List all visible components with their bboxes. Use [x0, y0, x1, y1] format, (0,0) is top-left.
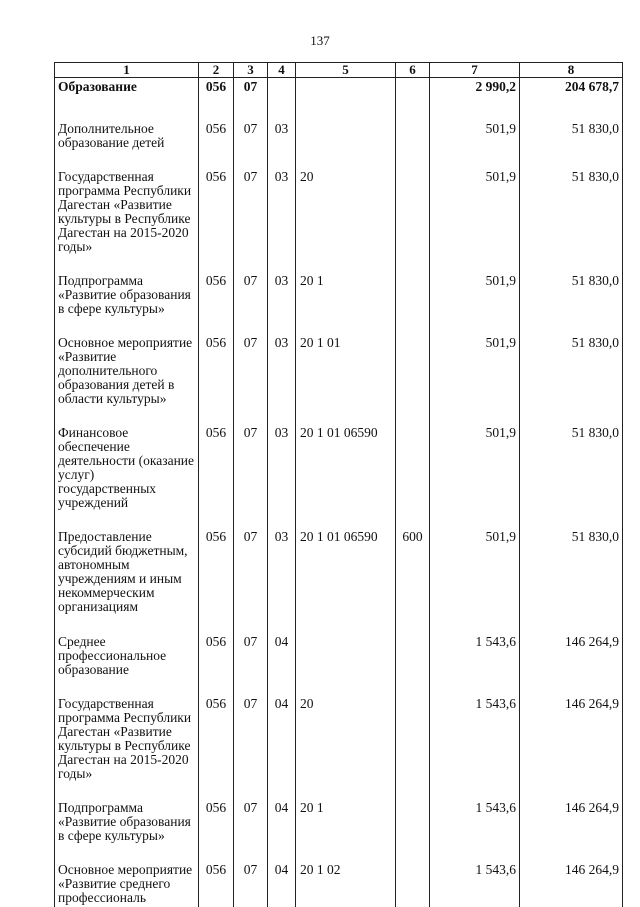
- row-amount-1: 1 543,6: [430, 629, 520, 691]
- row-subsection: 03: [268, 420, 296, 524]
- row-name: Государственная программа Республики Дагестан «Развитие культуры в Республике Дагестан на 2015-2020 годы»: [55, 691, 199, 795]
- row-amount-2: 146 264,9: [520, 691, 623, 795]
- row-name: Подпрограмма «Развитие образования в сфере культуры»: [55, 795, 199, 857]
- row-expense-type: [396, 420, 430, 524]
- row-section: 07: [234, 78, 268, 116]
- header-col-4: 4: [268, 63, 296, 78]
- row-amount-2: 51 830,0: [520, 330, 623, 420]
- page-number: 137: [310, 33, 330, 48]
- row-target-article: 20 1: [296, 795, 396, 857]
- row-subsection: 03: [268, 268, 296, 330]
- row-amount-1: 501,9: [430, 164, 520, 268]
- table-row: [55, 795, 623, 857]
- row-name: Среднее профессиональное образование: [55, 629, 199, 691]
- row-expense-type: [396, 857, 430, 907]
- row-name: Дополнительное образование детей: [55, 116, 199, 164]
- row-name: Основное мероприятие «Развитие среднего профессиональ: [55, 857, 199, 907]
- row-name: Предоставление субсидий бюджетным, автономным учреждениям и иным некоммерческим организациям: [55, 524, 199, 629]
- row-section: 07: [234, 629, 268, 691]
- row-amount-2: 146 264,9: [520, 795, 623, 857]
- row-admin-code: 056: [199, 268, 234, 330]
- row-amount-1: 501,9: [430, 116, 520, 164]
- row-amount-1: 501,9: [430, 524, 520, 629]
- row-subsection: 03: [268, 164, 296, 268]
- row-name: Государственная программа Республики Дагестан «Развитие культуры в Республике Дагестан на 2015-2020 годы»: [55, 164, 199, 268]
- row-amount-1: 501,9: [430, 420, 520, 524]
- table-row: [55, 629, 623, 691]
- header-col-6: 6: [396, 63, 430, 78]
- row-admin-code: 056: [199, 857, 234, 907]
- row-admin-code: 056: [199, 164, 234, 268]
- row-expense-type: [396, 78, 430, 116]
- row-amount-1: 1 543,6: [430, 795, 520, 857]
- row-expense-type: [396, 116, 430, 164]
- header-col-8: 8: [520, 63, 623, 78]
- row-target-article: [296, 78, 396, 116]
- table-row: [55, 164, 623, 268]
- header-row: [55, 63, 623, 78]
- row-target-article: 20 1: [296, 268, 396, 330]
- row-amount-1: 501,9: [430, 268, 520, 330]
- row-amount-2: 51 830,0: [520, 268, 623, 330]
- row-subsection: 04: [268, 795, 296, 857]
- row-name: Финансовое обеспечение деятельности (оказание услуг) государственных учреждений: [55, 420, 199, 524]
- row-section: 07: [234, 164, 268, 268]
- row-admin-code: 056: [199, 330, 234, 420]
- row-amount-1: 2 990,2: [430, 78, 520, 116]
- row-expense-type: [396, 795, 430, 857]
- row-amount-2: 146 264,9: [520, 629, 623, 691]
- row-amount-2: 204 678,7: [520, 78, 623, 116]
- row-expense-type: [396, 330, 430, 420]
- table-row: [55, 420, 623, 524]
- row-amount-2: 51 830,0: [520, 524, 623, 629]
- row-target-article: 20 1 01 06590: [296, 420, 396, 524]
- row-expense-type: [396, 268, 430, 330]
- row-section: 07: [234, 420, 268, 524]
- row-amount-1: 501,9: [430, 330, 520, 420]
- row-section: 07: [234, 691, 268, 795]
- row-amount-2: 146 264,9: [520, 857, 623, 907]
- row-section: 07: [234, 795, 268, 857]
- row-amount-1: 1 543,6: [430, 857, 520, 907]
- row-expense-type: [396, 164, 430, 268]
- table-row: [55, 524, 623, 629]
- row-admin-code: 056: [199, 420, 234, 524]
- row-admin-code: 056: [199, 116, 234, 164]
- row-admin-code: 056: [199, 78, 234, 116]
- row-expense-type: [396, 629, 430, 691]
- table-row: [55, 268, 623, 330]
- row-subsection: [268, 78, 296, 116]
- table-row: [55, 691, 623, 795]
- row-section: 07: [234, 116, 268, 164]
- budget-table: [54, 62, 623, 907]
- row-target-article: 20: [296, 691, 396, 795]
- row-subsection: 03: [268, 116, 296, 164]
- row-section: 07: [234, 268, 268, 330]
- row-name: Подпрограмма «Развитие образования в сфере культуры»: [55, 268, 199, 330]
- row-target-article: 20 1 01 06590: [296, 524, 396, 629]
- row-admin-code: 056: [199, 691, 234, 795]
- row-amount-2: 51 830,0: [520, 420, 623, 524]
- row-section: 07: [234, 524, 268, 629]
- header-col-5: 5: [296, 63, 396, 78]
- header-col-3: 3: [234, 63, 268, 78]
- row-subsection: 03: [268, 330, 296, 420]
- row-expense-type: 600: [396, 524, 430, 629]
- row-target-article: [296, 116, 396, 164]
- header-col-7: 7: [430, 63, 520, 78]
- row-target-article: 20 1 01: [296, 330, 396, 420]
- row-target-article: 20 1 02: [296, 857, 396, 907]
- table-row: [55, 857, 623, 907]
- row-subsection: 03: [268, 524, 296, 629]
- table-row: [55, 78, 623, 116]
- row-target-article: [296, 629, 396, 691]
- row-section: 07: [234, 857, 268, 907]
- row-subsection: 04: [268, 629, 296, 691]
- row-section: 07: [234, 330, 268, 420]
- header-col-2: 2: [199, 63, 234, 78]
- row-target-article: 20: [296, 164, 396, 268]
- row-amount-2: 51 830,0: [520, 116, 623, 164]
- row-amount-1: 1 543,6: [430, 691, 520, 795]
- row-amount-2: 51 830,0: [520, 164, 623, 268]
- row-admin-code: 056: [199, 524, 234, 629]
- row-subsection: 04: [268, 857, 296, 907]
- row-expense-type: [396, 691, 430, 795]
- header-col-1: 1: [55, 63, 199, 78]
- table-row: [55, 116, 623, 164]
- row-name: Образование: [55, 78, 199, 116]
- row-admin-code: 056: [199, 795, 234, 857]
- row-admin-code: 056: [199, 629, 234, 691]
- table-row: [55, 330, 623, 420]
- row-subsection: 04: [268, 691, 296, 795]
- row-name: Основное мероприятие «Развитие дополнительного образования детей в области культуры»: [55, 330, 199, 420]
